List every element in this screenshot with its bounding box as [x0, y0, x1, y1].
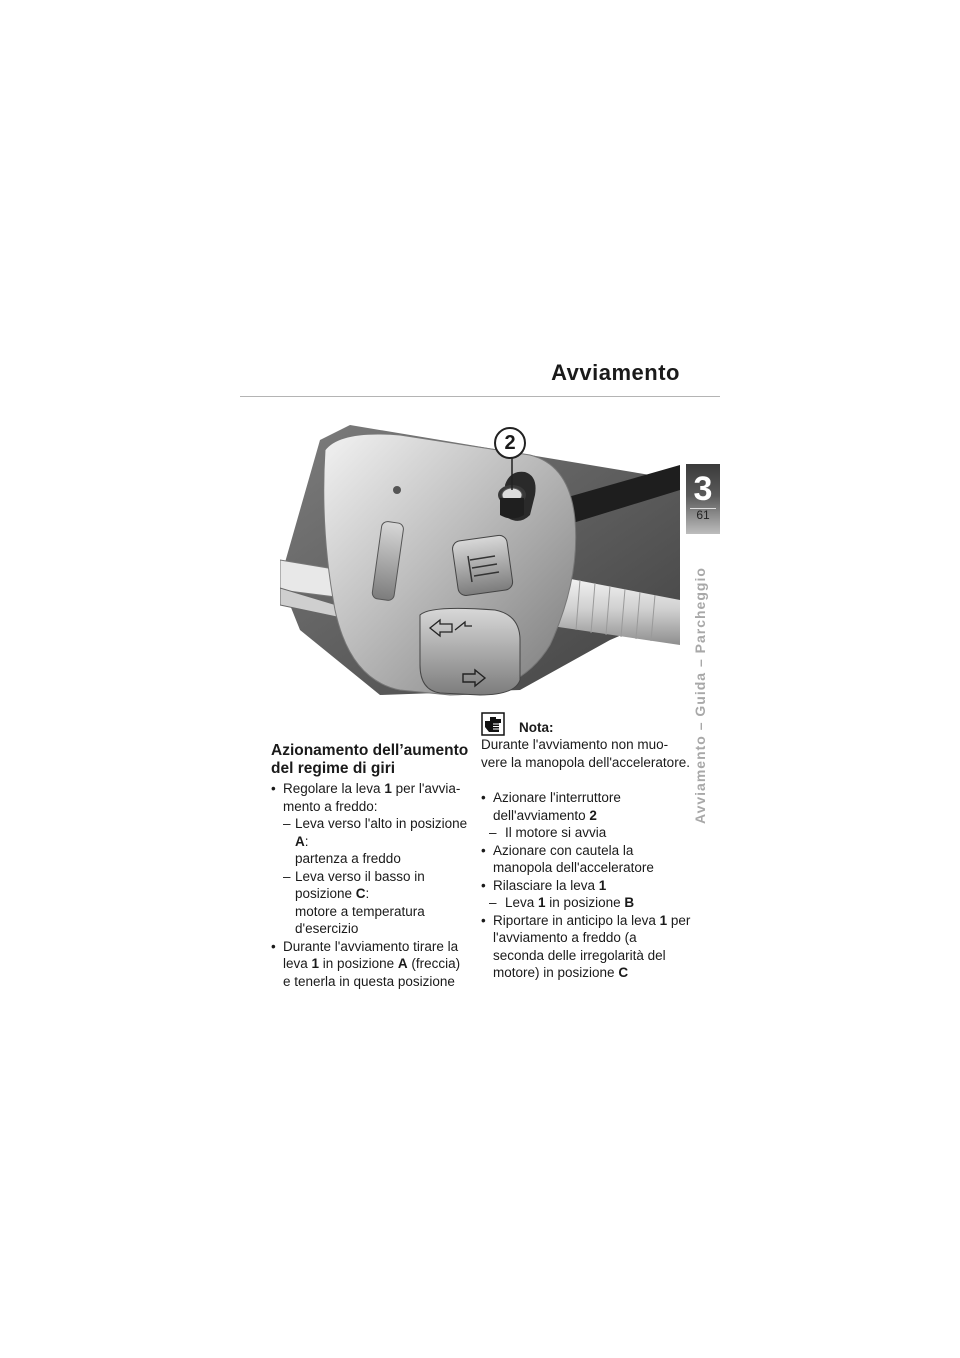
page-title: Avviamento — [551, 360, 680, 385]
list-item — [481, 789, 691, 824]
text: : — [365, 886, 370, 901]
list-item — [481, 912, 691, 982]
text: partenza a freddo — [295, 851, 401, 866]
note-hand-icon — [481, 712, 505, 736]
text: Regolare la leva — [283, 781, 385, 796]
text: in posizione — [319, 956, 398, 971]
ref: A — [397, 956, 408, 971]
ref: 1 — [384, 781, 392, 796]
note-text: Durante l'avviamento non muo-vere la manopola dell'acceleratore. — [481, 737, 690, 770]
list-item — [481, 842, 691, 877]
right-column — [481, 710, 691, 982]
ref: 1 — [598, 877, 607, 893]
ref: C — [355, 886, 366, 901]
ref: 1 — [659, 912, 668, 928]
text: in posizione — [545, 895, 625, 910]
text: per l'avviamento a freddo (a seconda delle irregolarità del motore) in posizione — [493, 912, 691, 980]
text: Durante l'avviamento tirare la leva — [283, 938, 459, 971]
ref: 1 — [538, 895, 546, 910]
text: Azionare l'interruttore dell'avviamento — [493, 790, 621, 823]
list-subitem — [271, 868, 471, 938]
list-subitem — [481, 894, 691, 912]
list-item — [271, 780, 471, 815]
page-number: 61 — [696, 508, 710, 522]
text: motore a temperatura d'esercizio — [295, 903, 425, 936]
section-heading: Azionamento dell’aumento del regime di giri — [271, 742, 469, 777]
note-header — [481, 710, 691, 736]
handlebar-switch-illustration — [280, 410, 680, 705]
text: Leva — [505, 895, 539, 910]
list-item — [481, 877, 691, 895]
note-title: Nota: — [519, 720, 554, 735]
ref: A — [295, 833, 305, 849]
text: Riportare in anticipo la leva — [493, 912, 660, 928]
chapter-side-label: Avviamento – Guida – Parcheggio — [692, 567, 708, 824]
ref: 2 — [589, 807, 597, 823]
text: : — [304, 833, 309, 849]
text: Leva verso il basso in posizione — [295, 868, 425, 901]
ref: B — [624, 895, 635, 910]
ref: 1 — [311, 956, 320, 971]
ref: C — [618, 965, 629, 980]
list-item — [271, 938, 471, 991]
header-rule — [240, 396, 720, 397]
text: Azionare con cautela la manopola dell'acceleratore — [493, 842, 654, 875]
left-column — [271, 742, 471, 990]
chapter-number: 3 — [693, 470, 713, 508]
text: per l'avvia-mento a freddo: — [283, 781, 461, 814]
list-subitem — [481, 824, 691, 842]
text: Leva verso l'alto in posizione — [295, 816, 468, 831]
list-subitem — [271, 815, 471, 868]
text: (freccia) e tenerla in questa posizione — [283, 956, 461, 989]
callout-2: 2 — [494, 427, 526, 459]
text: Il motore si avvia — [505, 825, 607, 840]
text: Rilasciare la leva — [493, 877, 599, 893]
